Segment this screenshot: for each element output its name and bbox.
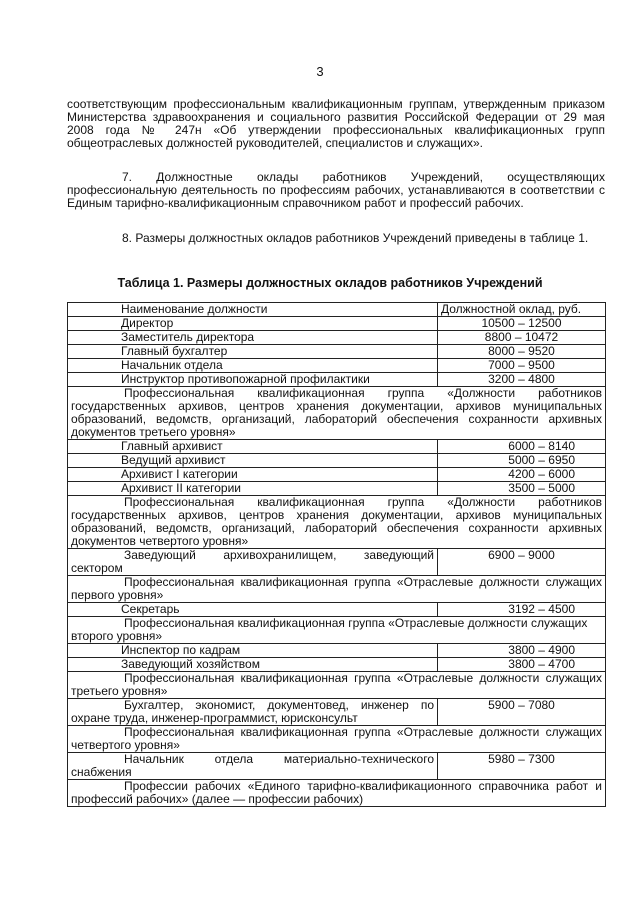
table-title: Таблица 1. Размеры должностных окладов работников Учреждений [117, 276, 543, 290]
salary-value: 3800 – 4900 [438, 644, 606, 658]
table-row [68, 454, 606, 468]
position-name: Директор [68, 317, 438, 331]
salary-value: 5980 – 7300 [438, 753, 606, 780]
position-name: Начальник отдела материально-технического снабжения [68, 753, 438, 780]
qualification-group: Профессиональная квалификационная группа «Должности работников государственных архивов, центров хранения документации, архивов муниципальных образований, ведомств, организаций, лабораторий обеспечения сохранности архивных документов третьего уровня» [68, 387, 606, 440]
qualification-group: Профессиональная квалификационная группа «Отраслевые должности служащих четвертого уровня» [68, 726, 606, 753]
qualification-group: Профессии рабочих «Единого тарифно-квалификационного справочника работ и профессий рабочих» (далее — профессии рабочих) [68, 780, 606, 807]
salary-value: 5000 – 6950 [438, 454, 606, 468]
header-salary: Должностной оклад, руб. [438, 303, 606, 317]
table-row [68, 549, 606, 576]
salary-value: 3800 – 4700 [438, 658, 606, 672]
table-row [68, 359, 606, 373]
position-name: Заместитель директора [68, 331, 438, 345]
position-name: Архивист I категории [68, 468, 438, 482]
table-row [68, 644, 606, 658]
qualification-group: Профессиональная квалификационная группа «Должности работников государственных архивов, центров хранения документации, архивов муниципальных образований, ведомств, организаций, лабораторий обеспечения сохранности архивных документов четвертого уровня» [68, 496, 606, 549]
position-name: Ведущий архивист [68, 454, 438, 468]
salary-table [67, 302, 606, 807]
table-row [68, 345, 606, 359]
table-row [68, 468, 606, 482]
paragraph-8: 8. Размеры должностных окладов работников Учреждений приведены в таблице 1. [122, 231, 589, 245]
position-name: Секретарь [68, 603, 438, 617]
group-row [68, 726, 606, 753]
salary-value: 8800 – 10472 [438, 331, 606, 345]
table-row [68, 603, 606, 617]
table-row [68, 440, 606, 454]
group-row [68, 387, 606, 440]
salary-value: 6000 – 8140 [438, 440, 606, 454]
table-row [68, 373, 606, 387]
group-row [68, 576, 606, 603]
salary-value: 5900 – 7080 [438, 699, 606, 726]
position-name: Архивист II категории [68, 482, 438, 496]
table-row [68, 331, 606, 345]
position-name: Бухгалтер, экономист, документовед, инженер по охране труда, инженер-программист, юрисконсульт [68, 699, 438, 726]
table-row [68, 658, 606, 672]
group-row [68, 672, 606, 699]
salary-value: 6900 – 9000 [438, 549, 606, 576]
group-row [68, 780, 606, 807]
salary-value: 3192 – 4500 [438, 603, 606, 617]
salary-value: 10500 – 12500 [438, 317, 606, 331]
table-header-row [68, 303, 606, 317]
position-name: Главный архивист [68, 440, 438, 454]
position-name: Инструктор противопожарной профилактики [68, 373, 438, 387]
paragraph-intro: соответствующим профессиональным квалификационным группам, утвержденным приказом Министерства здравоохранения и социального развития Российской Федерации от 29 мая 2008 года № 247н «Об утверждении профессиональных квалификационных групп общеотраслевых должностей руководителей, специалистов и служащих». [67, 97, 605, 150]
salary-value: 4200 – 6000 [438, 468, 606, 482]
paragraph-7: 7. Должностные оклады работников Учреждений, осуществляющих профессиональную деятельность по профессиям рабочих, устанавливаются в соответствии с Единым тарифно-квалификационным справочником работ и профессий рабочих. [67, 170, 605, 210]
salary-value: 7000 – 9500 [438, 359, 606, 373]
position-name: Заведующий архивохранилищем, заведующий сектором [68, 549, 438, 576]
salary-value: 8000 – 9520 [438, 345, 606, 359]
page-number: 3 [316, 64, 324, 79]
group-row [68, 496, 606, 549]
header-position: Наименование должности [68, 303, 438, 317]
table-row [68, 753, 606, 780]
qualification-group: Профессиональная квалификационная группа «Отраслевые должности служащих первого уровня» [68, 576, 606, 603]
qualification-group: Профессиональная квалификационная группа «Отраслевые должности служащих второго уровня» [68, 617, 606, 644]
table-row [68, 317, 606, 331]
salary-value: 3500 – 5000 [438, 482, 606, 496]
group-row [68, 617, 606, 644]
position-name: Главный бухгалтер [68, 345, 438, 359]
table-row [68, 482, 606, 496]
position-name: Заведующий хозяйством [68, 658, 438, 672]
position-name: Начальник отдела [68, 359, 438, 373]
table-row [68, 699, 606, 726]
position-name: Инспектор по кадрам [68, 644, 438, 658]
salary-value: 3200 – 4800 [438, 373, 606, 387]
qualification-group: Профессиональная квалификационная группа «Отраслевые должности служащих третьего уровня» [68, 672, 606, 699]
